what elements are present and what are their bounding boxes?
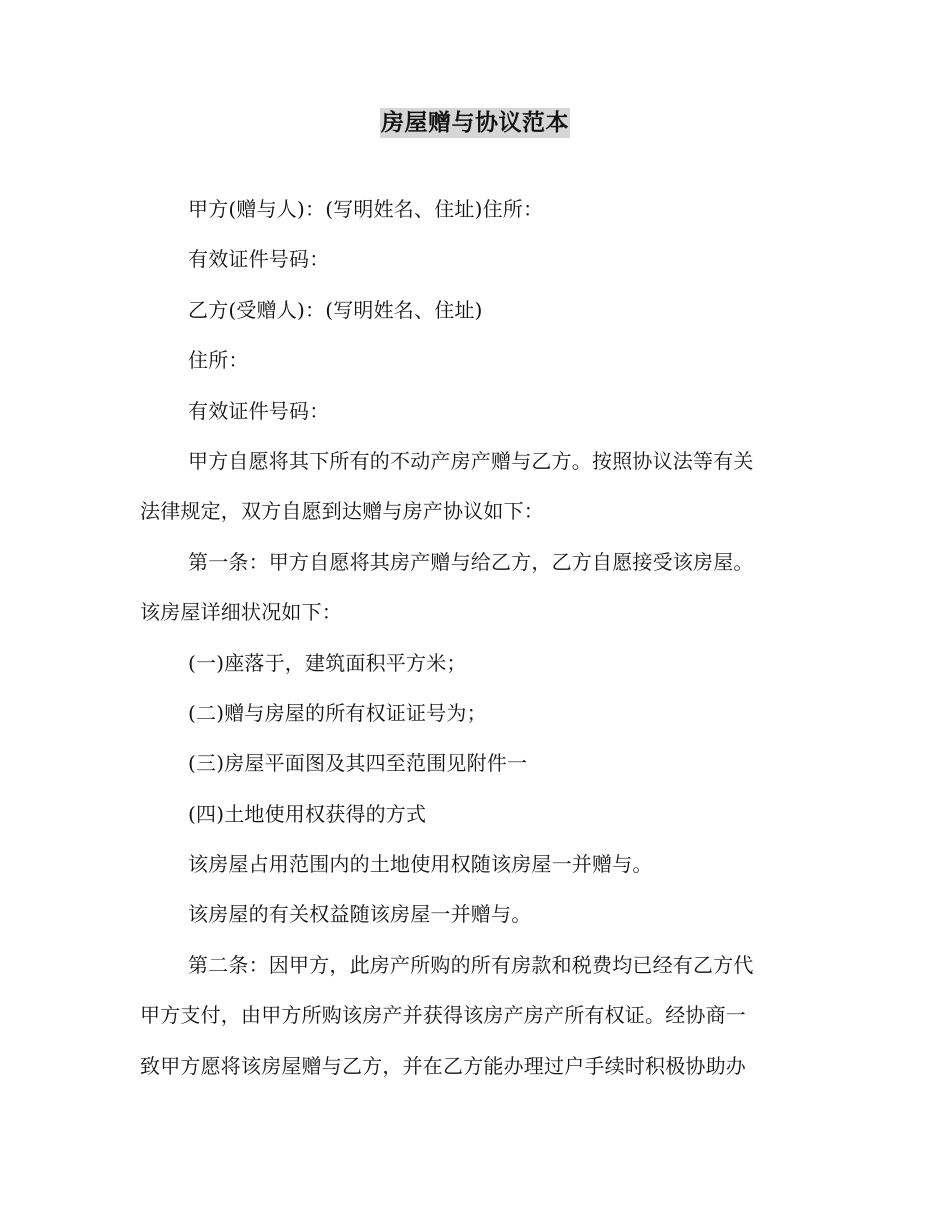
list-item: (四)土地使用权获得的方式: [188, 801, 427, 826]
paragraph-line: 该房屋详细状况如下：: [140, 600, 342, 625]
party-b-id-line: 有效证件号码：: [188, 398, 330, 423]
paragraph-line: 致甲方愿将该房屋赠与乙方，并在乙方能办理过户手续时积极协助办: [140, 1053, 746, 1078]
title-container: [0, 108, 950, 138]
document-body: [140, 184, 802, 1091]
party-a-id-line: 有效证件号码：: [188, 247, 330, 272]
paragraph-line: 该房屋的有关权益随该房屋一并赠与。: [188, 902, 532, 927]
paragraph-line: 法律规定，双方自愿到达赠与房产协议如下：: [140, 499, 544, 524]
list-item: (三)房屋平面图及其四至范围见附件一: [188, 751, 528, 776]
paragraph-line: 该房屋占用范围内的土地使用权随该房屋一并赠与。: [188, 852, 653, 877]
list-item: (一)座落于，建筑面积平方米；: [188, 650, 467, 675]
document-title: 房屋赠与协议范本: [381, 110, 569, 136]
paragraph-line: 第二条：因甲方，此房产所购的所有房款和税费均已经有乙方代: [188, 952, 754, 977]
list-item: (二)赠与房屋的所有权证证号为；: [188, 700, 487, 725]
paragraph-line: 第一条：甲方自愿将其房产赠与给乙方，乙方自愿接受该房屋。: [188, 549, 754, 574]
party-b-address-line: 住所：: [188, 348, 249, 373]
paragraph-line: 甲方支付，由甲方所购该房产并获得该房产房产所有权证。经协商一: [140, 1003, 746, 1028]
paragraph-line: 甲方自愿将其下所有的不动产房产赠与乙方。按照协议法等有关: [188, 448, 754, 473]
party-b-line: 乙方(受赠人)：(写明姓名、住址): [188, 297, 483, 322]
party-a-line: 甲方(赠与人)：(写明姓名、住址)住所：: [188, 197, 544, 221]
